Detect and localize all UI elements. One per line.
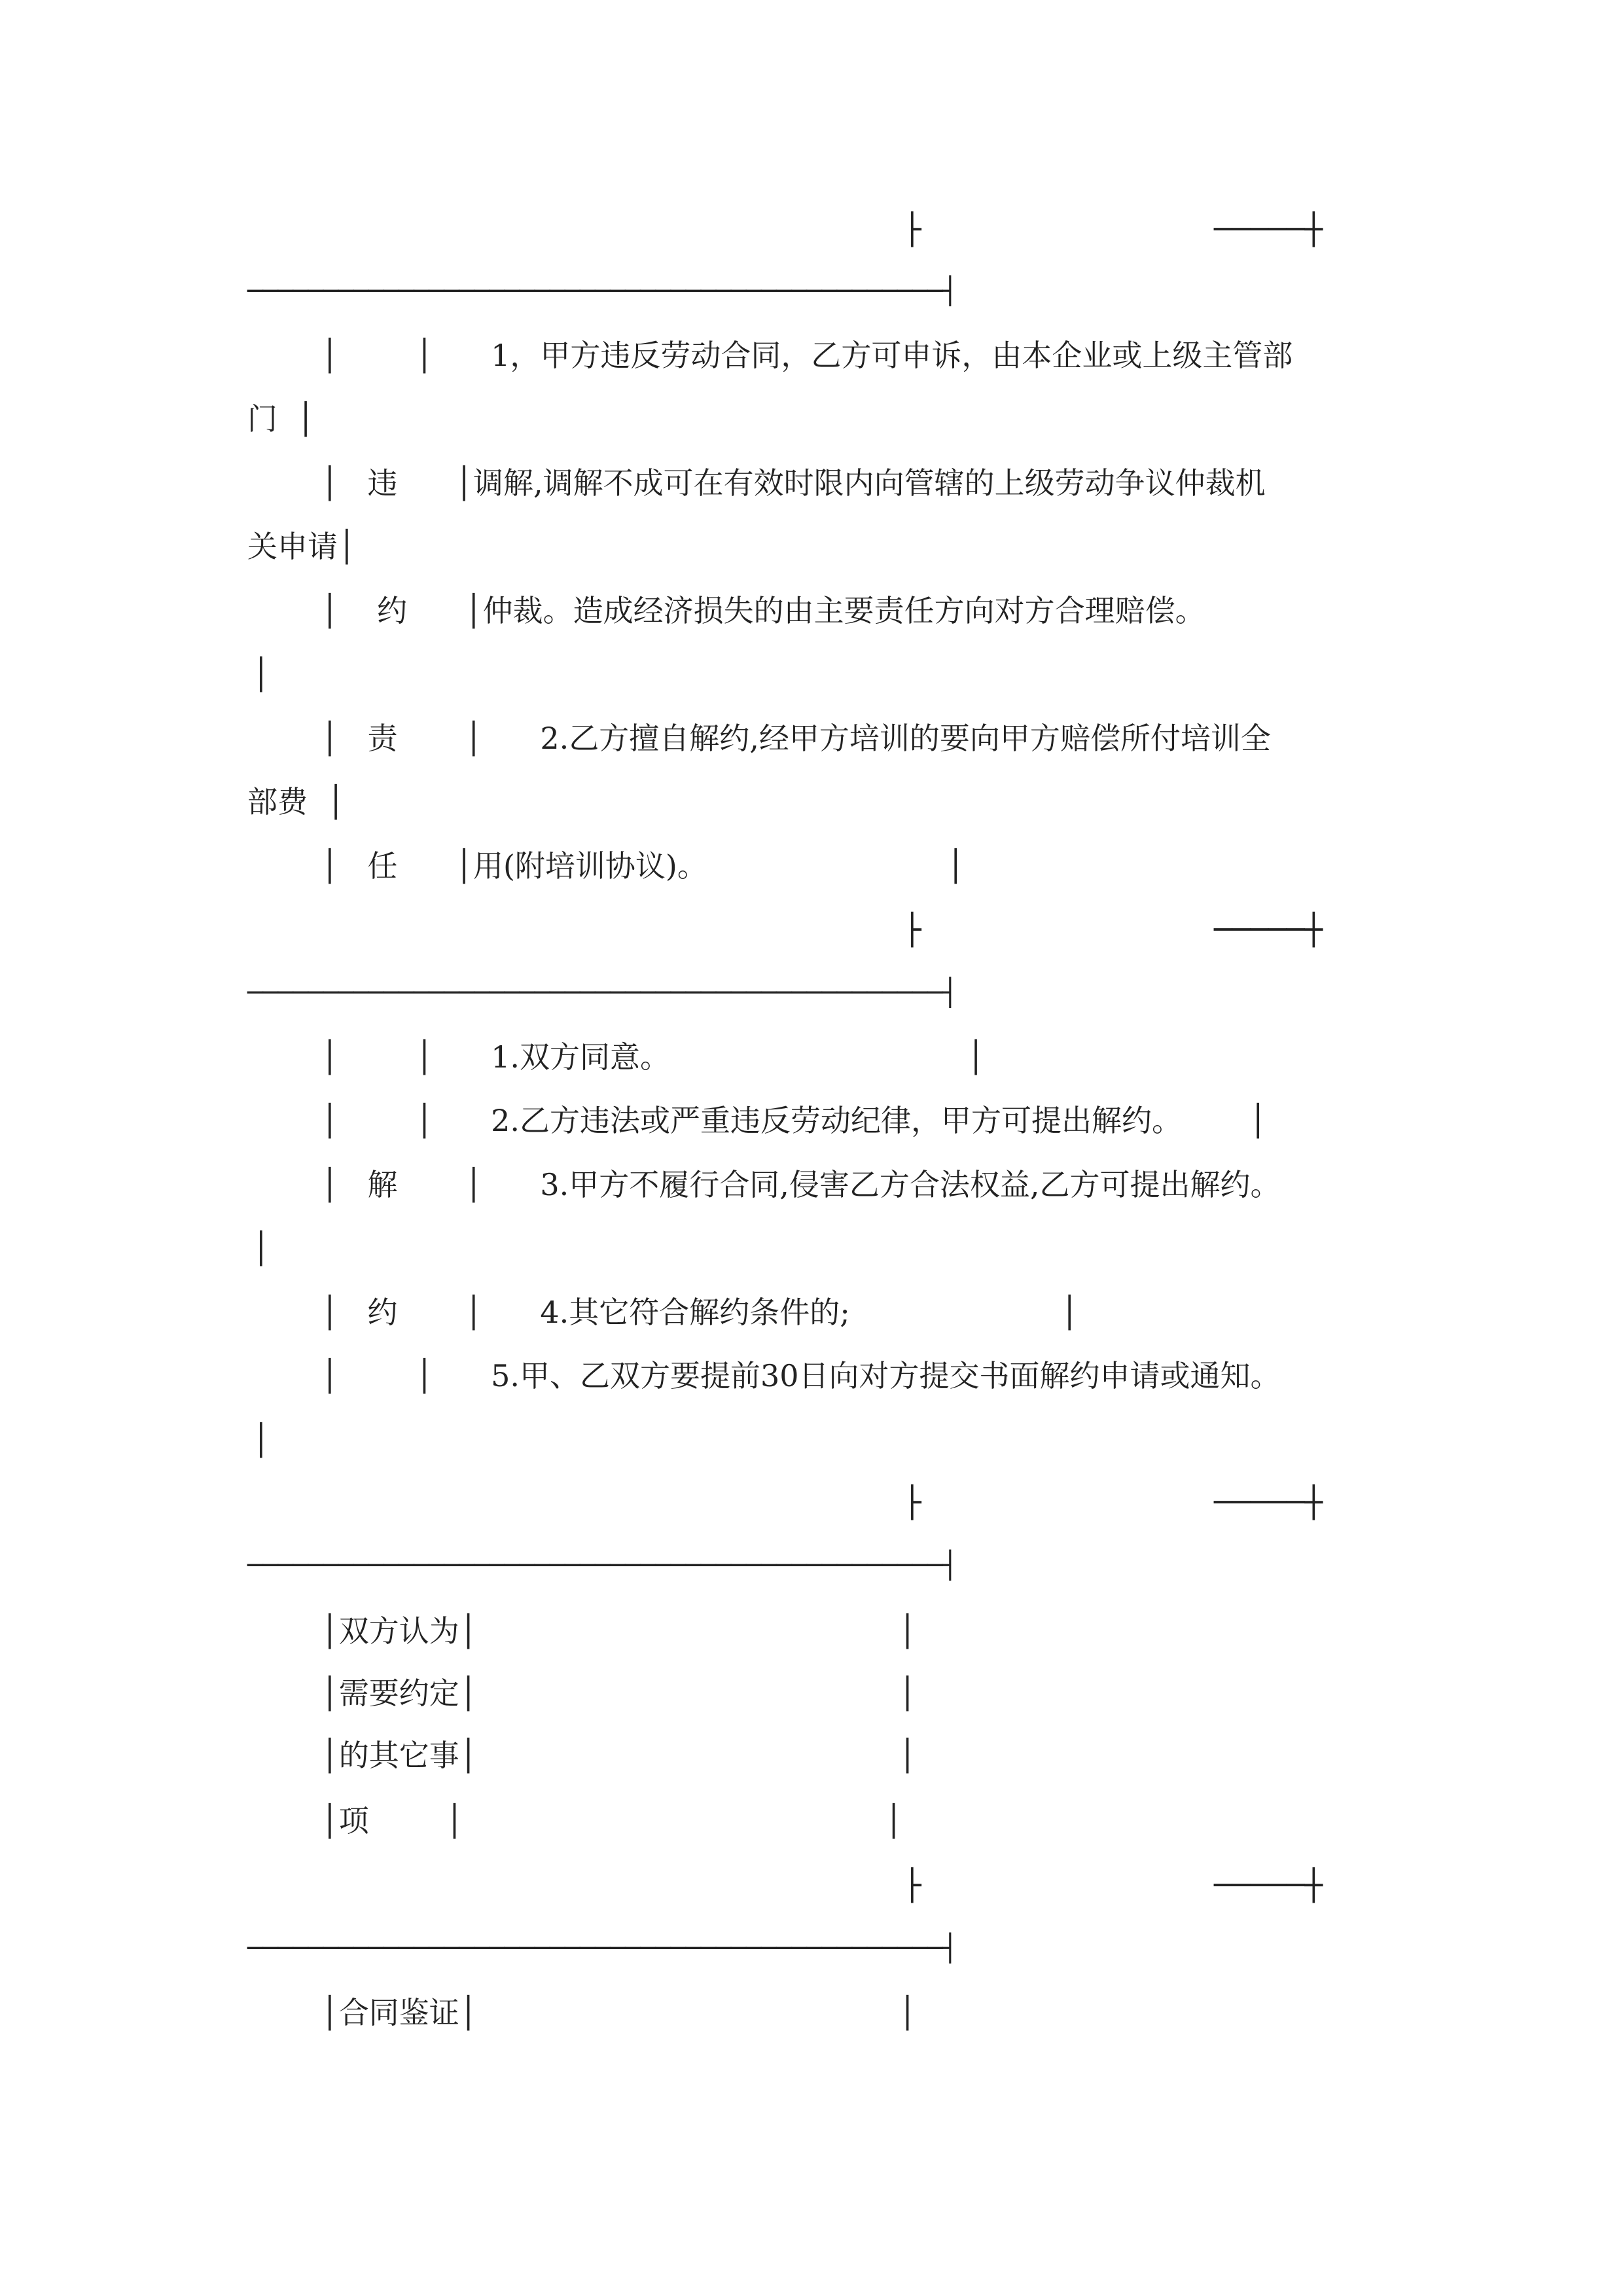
table-row: │ 任 │用(附培训协议)。 │ bbox=[321, 848, 965, 884]
table-divider-line: ──────────────────────────────────────────────┤ bbox=[247, 276, 957, 306]
table-row: │ 约 │ 4.其它符合解约条件的; │ bbox=[321, 1295, 1079, 1330]
table-row-continuation: 部费 │ bbox=[247, 784, 345, 819]
table-divider-line: ──────────────────────────────────────────────┤ bbox=[247, 1551, 957, 1581]
table-row: │ │ 5.甲、乙双方要提前30日向对方提交书面解约申请或通知。 bbox=[321, 1358, 1281, 1393]
table-row: │ 解 │ 3.甲方不履行合同,侵害乙方合法权益,乙方可提出解约。 bbox=[321, 1167, 1281, 1202]
table-row-continuation: │ bbox=[252, 1230, 270, 1266]
table-divider-corner: ├ bbox=[903, 211, 921, 247]
table-divider-end: ─────┼ bbox=[1214, 211, 1323, 247]
table-row-continuation: 关申请│ bbox=[247, 529, 356, 564]
table-row: │ │ 1，甲方违反劳动合同，乙方可申诉，由本企业或上级主管部 bbox=[321, 338, 1293, 373]
table-row: │ 责 │ 2.乙方擅自解约,经甲方培训的要向甲方赔偿所付培训全 bbox=[321, 721, 1271, 756]
table-divider-end: ─────┼ bbox=[1214, 912, 1323, 947]
table-divider-corner: ├ bbox=[903, 1867, 921, 1903]
table-row: │双方认为│ │ bbox=[321, 1613, 917, 1649]
table-row-continuation: 门 │ bbox=[247, 401, 315, 437]
table-row-continuation: │ bbox=[252, 1422, 270, 1458]
table-row: │ │ 1.双方同意。 │ bbox=[321, 1039, 985, 1075]
table-row: │项 │ │ bbox=[321, 1803, 903, 1839]
table-row: │ 违 │调解,调解不成可在有效时限内向管辖的上级劳动争议仲裁机 bbox=[321, 465, 1266, 501]
table-row: │合同鉴证│ │ bbox=[321, 1995, 917, 2030]
table-divider-line: ──────────────────────────────────────────────┤ bbox=[247, 978, 957, 1008]
table-divider-end: ─────┼ bbox=[1214, 1867, 1323, 1903]
table-divider-line: ──────────────────────────────────────────────┤ bbox=[247, 1933, 957, 1964]
table-row-continuation: │ bbox=[252, 656, 270, 692]
table-divider-corner: ├ bbox=[903, 912, 921, 947]
table-divider-corner: ├ bbox=[903, 1484, 921, 1520]
table-row: │ 约 │仲裁。造成经济损失的由主要责任方向对方合理赔偿。 bbox=[321, 593, 1205, 628]
table-row: │的其它事│ │ bbox=[321, 1738, 917, 1773]
table-divider-end: ─────┼ bbox=[1214, 1484, 1323, 1520]
table-row: │需要约定│ │ bbox=[321, 1676, 917, 1711]
table-row: │ │ 2.乙方违法或严重违反劳动纪律，甲方可提出解约。 │ bbox=[321, 1103, 1268, 1138]
